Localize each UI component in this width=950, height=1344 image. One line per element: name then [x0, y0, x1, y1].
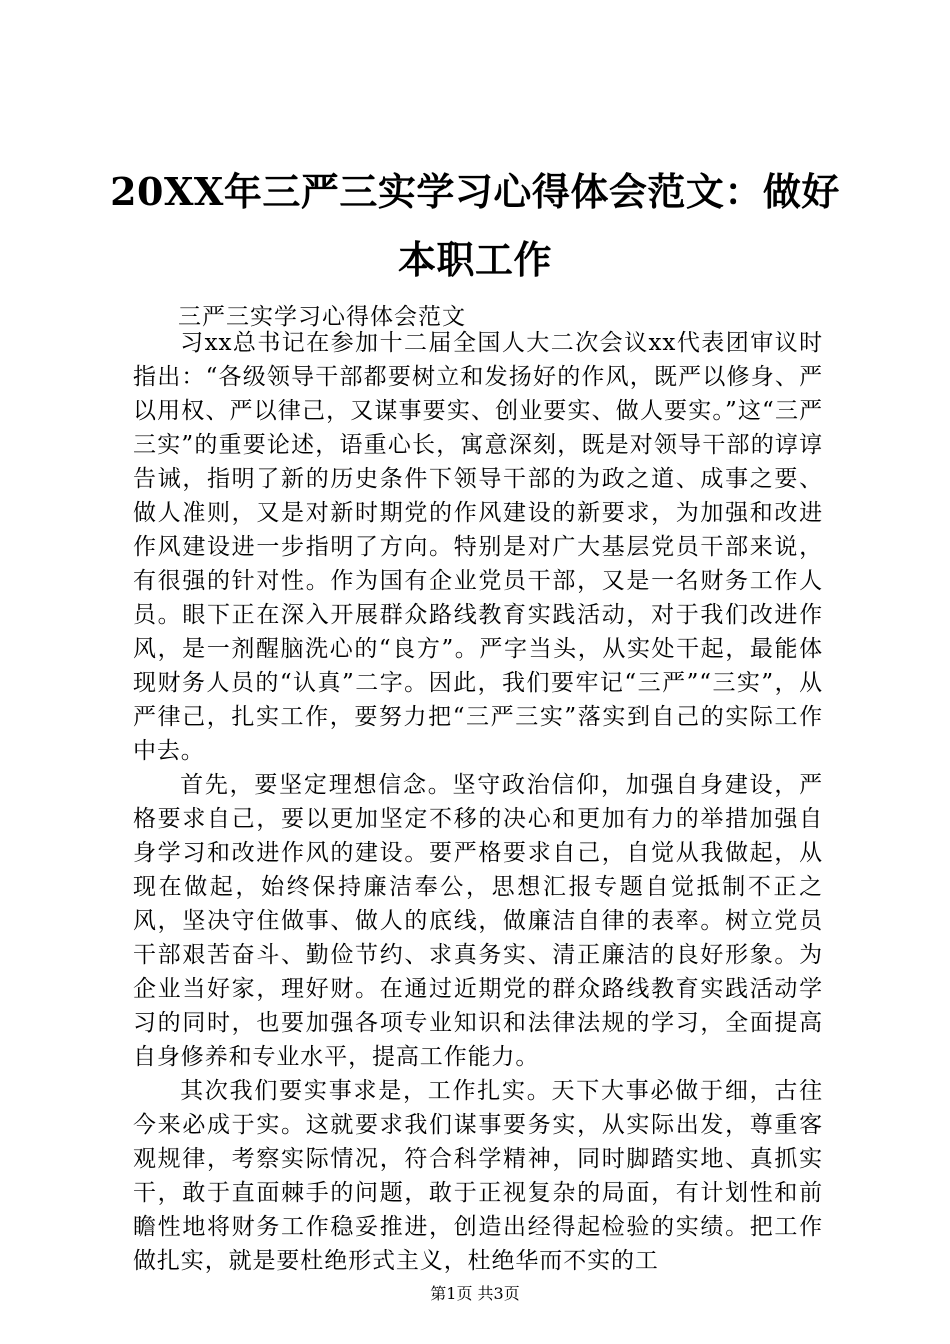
document-subtitle: 三严三实学习心得体会范文: [178, 304, 466, 330]
page-number: 第1页 共3页: [430, 1284, 520, 1303]
paragraph-1: 习xx总书记在参加十二届全国人大二次会议xx代表团审议时指出：“各级领导干部都要树立和发扬好的作风，既严以修身、严以用权、严以律己，又谋事要实、创业要实、做人要实。”这“三严三实”的重要论述，语重心长，寓意深刻，既是对领导干部的谆谆告诫，指明了新的历史条件下领导干部的为政之道、成事之要、做人准则，又是对新时期党的作风建设的新要求，为加强和改进作风建设进一步指明了方向。特别是对广大基层党员干部来说，有很强的针对性。作为国有企业党员干部，又是一名财务工作人员。眼下正在深入开展群众路线教育实践活动，对于我们改进作风，是一剂醒脑洗心的“良方”。严字当头，从实处干起，最能体现财务人员的“认真”二字。因此，我们要牢记“三严”“三实”，从严律己，扎实工作，要努力把“三严三实”落实到自己的实际工作中去。: [133, 330, 823, 764]
paragraph-3: 其次我们要实事求是，工作扎实。天下大事必做于细，古往今来必成于实。这就要求我们谋事要务实，从实际出发，尊重客观规律，考察实际情况，符合科学精神，同时脚踏实地、真抓实干，敢于直面棘手的问题，敢于正视复杂的局面，有计划性和前瞻性地将财务工作稳妥推进，创造出经得起检验的实绩。把工作做扎实，就是要杜绝形式主义，杜绝华而不实的工: [133, 1078, 823, 1274]
paragraph-2: 首先，要坚定理想信念。坚守政治信仰，加强自身建设，严格要求自己，要以更加坚定不移的决心和更加有力的举措加强自身学习和改进作风的建设。要严格要求自己，自觉从我做起，从现在做起，始终保持廉洁奉公，思想汇报专题自觉抵制不正之风，坚决守住做事、做人的底线，做廉洁自律的表率。树立党员干部艰苦奋斗、勤俭节约、求真务实、清正廉洁的良好形象。为企业当好家，理好财。在通过近期党的群众路线教育实践活动学习的同时，也要加强各项专业知识和法律法规的学习，全面提高自身修养和专业水平，提高工作能力。: [133, 772, 823, 1070]
document-title: 20XX年三严三实学习心得体会范文：做好本职工作: [110, 169, 840, 282]
document-body: [133, 326, 823, 1278]
